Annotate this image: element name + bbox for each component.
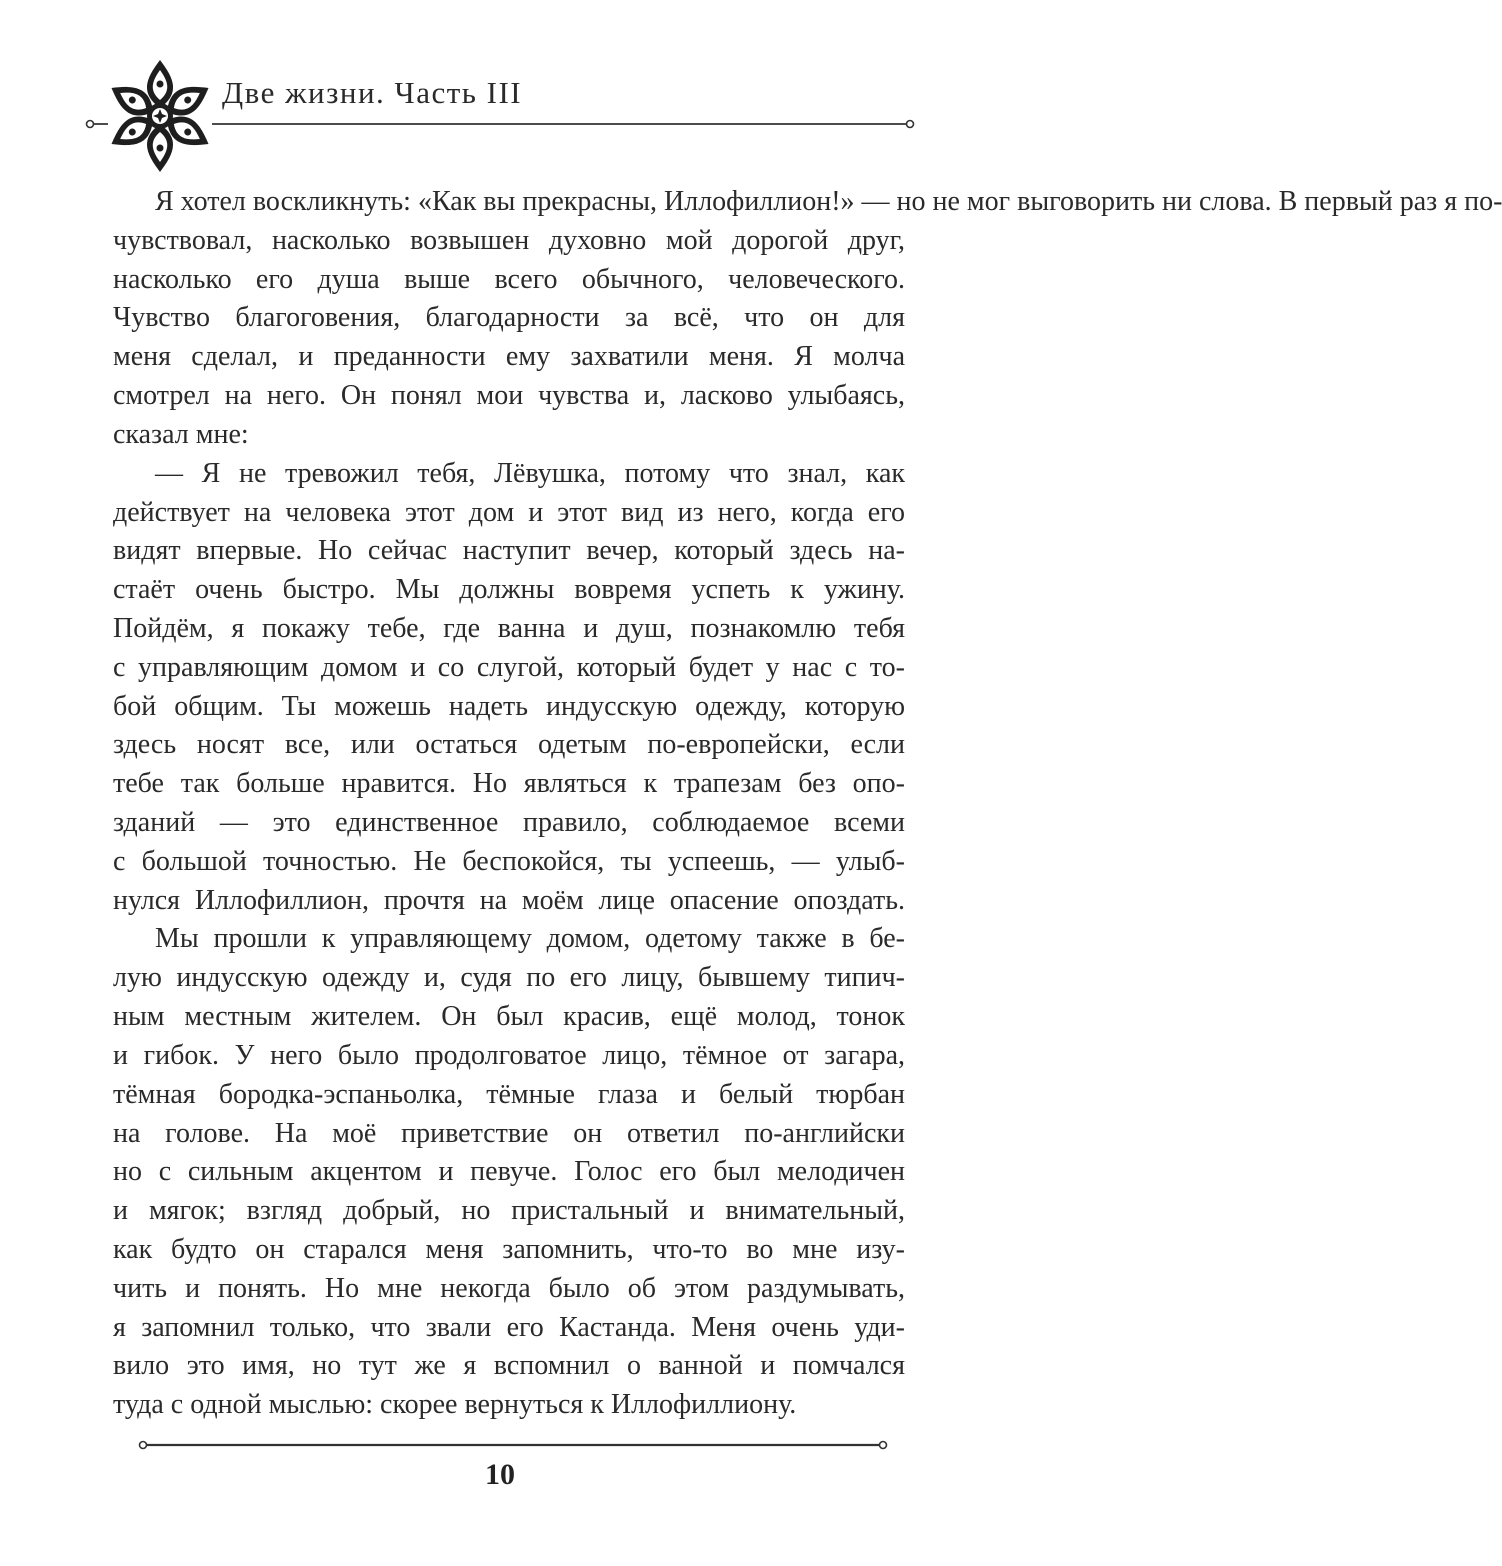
text-line: насколько его душа выше всего обычного, человеческого. [113,263,905,295]
text-line: видят впервые. Но сейчас наступит вечер, который здесь на- [113,535,905,567]
page-number: 10 [485,1458,515,1491]
running-title: Две жизни. Часть III [222,75,523,110]
text-line: чить и понять. Но мне некогда было об этом раздумывать, [113,1272,905,1304]
text-line: Мы прошли к управляющему домом, одетому также в бе- [155,923,905,955]
text-line: Чувство благоговения, благодарности за всё, что он для [113,302,905,334]
text-line: как будто он старался меня запомнить, что-то во мне изу- [113,1233,905,1265]
text-line: нулся Иллофиллион, прочтя на моём лице опасение опоздать. [113,884,905,916]
text-line: лую индусскую одежду и, судя по его лицу, бывшему типич- [113,962,905,994]
text-line: ным местным жителем. Он был красив, ещё молод, тонок [113,1001,905,1033]
lotus-mandala-ornament-icon [108,58,212,174]
text-line: чувствовал, насколько возвышен духовно мой дорогой друг, [113,224,905,256]
text-line: с управляющим домом и со слугой, который будет у нас с то- [113,651,905,683]
text-line: и гибок. У него было продолговатое лицо, тёмное от загара, [113,1039,905,1071]
text-line: смотрел на него. Он понял мои чувства и, ласково улыбаясь, [113,380,905,412]
text-line: — Я не тревожил тебя, Лёвушка, потому что знал, как [155,457,905,489]
text-line: стаёт очень быстро. Мы должны вовремя успеть к ужину. [113,574,905,606]
text-line: но с сильным акцентом и певуче. Голос его был мелодичен [113,1156,905,1188]
text-line: я запомнил только, что звали его Кастанда. Меня очень уди- [113,1311,905,1343]
footer-rule [138,1436,888,1454]
text-line: действует на человека этот дом и этот вид из него, когда его [113,496,905,528]
text-line: тебе так больше нравится. Но являться к трапезам без опо- [113,768,905,800]
text-line: и мягок; взгляд добрый, но пристальный и внимательный, [113,1195,905,1227]
text-line: бой общим. Ты можешь надеть индусскую одежду, которую [113,690,905,722]
text-line: на голове. На моё приветствие он ответил по-английски [113,1117,905,1149]
text-line: Пойдём, я покажу тебе, где ванна и душ, познакомлю тебя [113,612,905,644]
text-line: с большой точностью. Не беспокойся, ты успеешь, — улыб- [113,845,905,877]
text-line: вило это имя, но тут же я вспомнил о ванной и помчался [113,1350,905,1382]
text-line: туда с одной мыслью: скорее вернуться к Иллофиллиону. [113,1389,797,1421]
text-line: здесь носят все, или остаться одетым по-европейски, если [113,729,905,761]
text-line: тёмная бородка-эспаньолка, тёмные глаза и белый тюрбан [113,1078,905,1110]
text-line: сказал мне: [113,418,249,450]
text-line: Я хотел воскликнуть: «Как вы прекрасны, Иллофиллион!» — но не мог выговорить ни слова. В первый раз я по- [155,186,1502,217]
text-line: зданий — это единственное правило, соблюдаемое всеми [113,807,905,838]
body-text [113,183,1502,1425]
text-line: меня сделал, и преданности ему захватили меня. Я молча [113,341,905,373]
